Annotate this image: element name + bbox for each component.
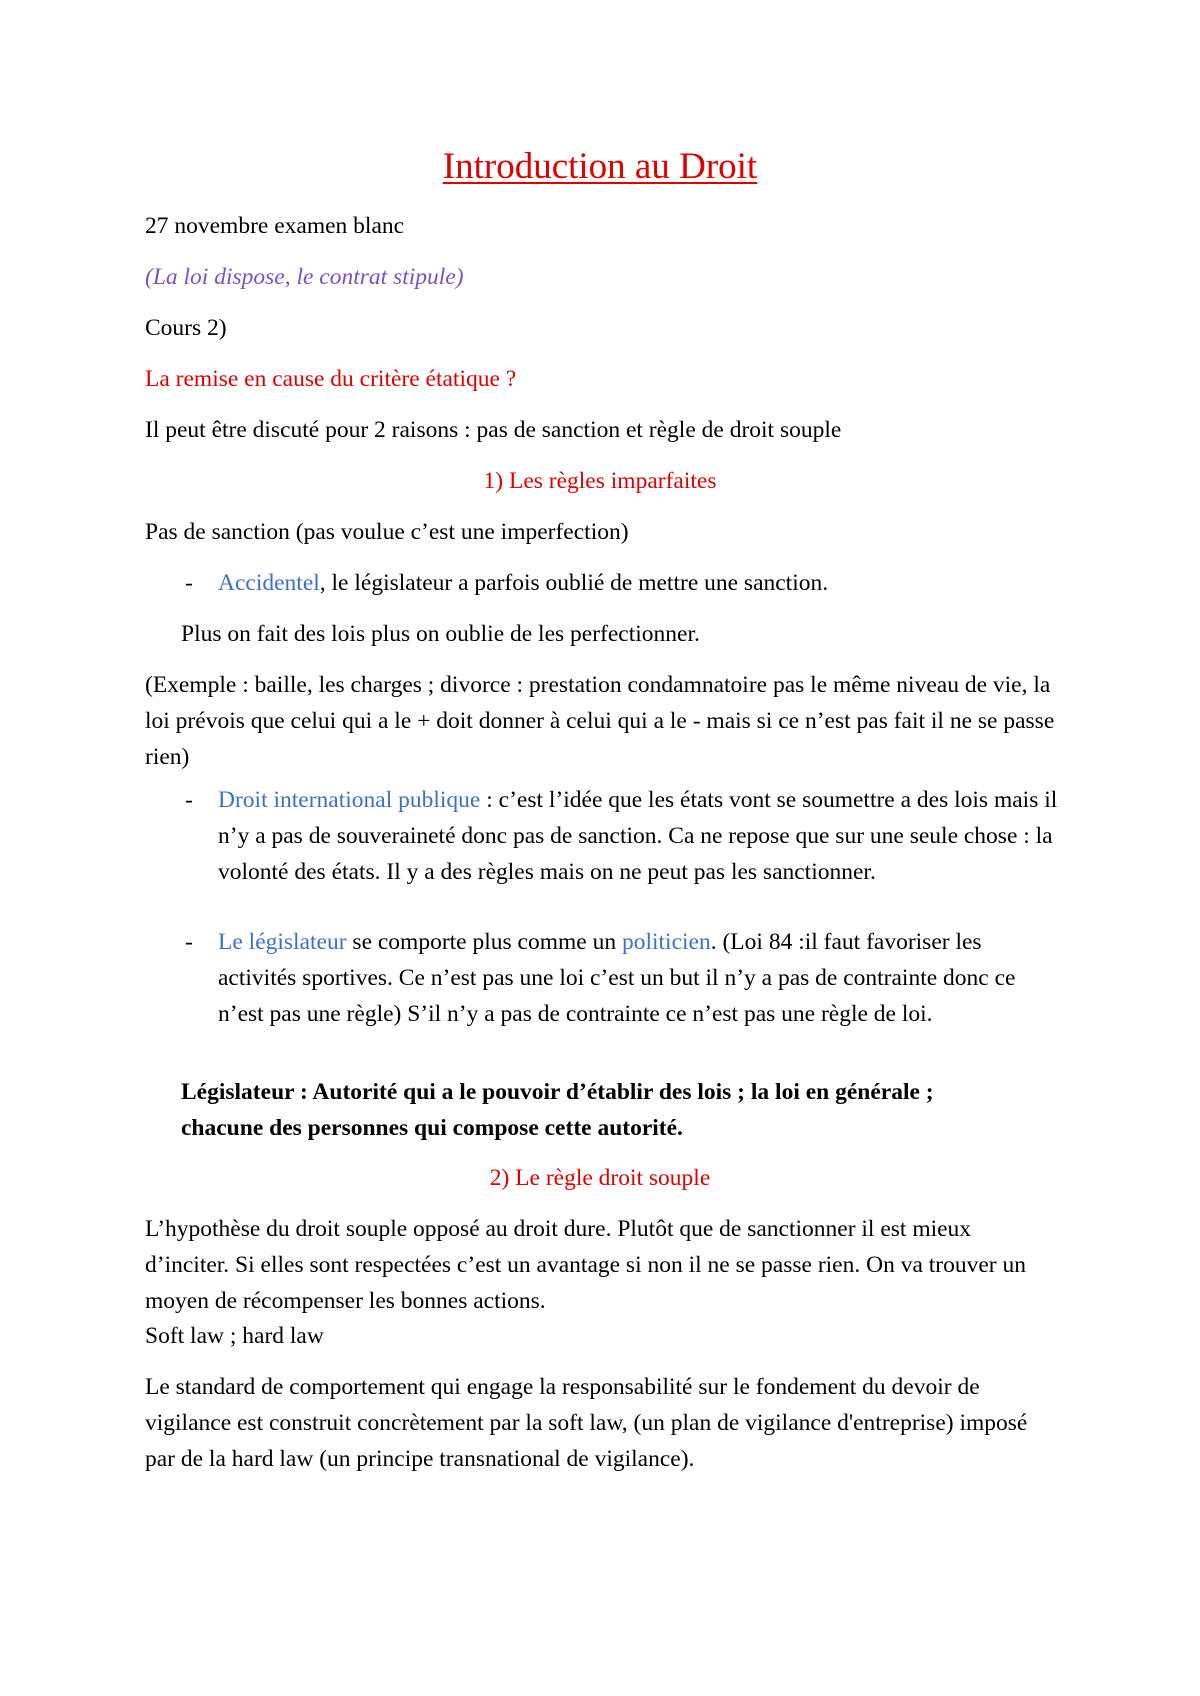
intro-line: Il peut être discuté pour 2 raisons : pas de sanction et règle de droit souple <box>145 417 842 443</box>
question-heading: La remise en cause du critère étatique ? <box>145 366 517 392</box>
bullet-text <box>218 565 1058 601</box>
bullet-text <box>218 924 1058 1032</box>
bullet-body: se comporte plus comme un <box>346 929 622 955</box>
section-1-intro: Pas de sanction (pas voulue c’est une imperfection) <box>145 519 629 545</box>
bullet-follow-line: Plus on fait des lois plus on oublie de les perfectionner. <box>181 621 700 647</box>
bullet-dash: - <box>185 570 193 596</box>
section-1-heading: 1) Les règles imparfaites <box>483 468 717 494</box>
bullet-body: : c’est l’idée que les états vont se soumettre a des lois mais il n’y a pas de souveraineté donc pas de sanction. Ca ne repose que sur une seule chose : la volonté des états. Il y a des règles mais on ne peut pas les sanctionner. <box>218 787 1058 885</box>
bullet-body-2: . (Loi 84 :il faut favoriser les activités sportives. Ce n’est pas une loi c’est un but il n’y a pas de contrainte donc ce n’est pas une règle) S’il n’y a pas de contrainte ce n’est pas une règle de loi. <box>218 929 1016 1027</box>
section-2-heading: 2) Le règle droit souple <box>489 1165 711 1191</box>
bullet-term: Accidentel <box>218 570 320 596</box>
final-paragraph: Le standard de comportement qui engage la responsabilité sur le fondement du devoir de vigilance est construit concrètement par la soft law, (un plan de vigilance d'entreprise) imposé par de la hard law (un principe transnational de vigilance). <box>145 1374 1028 1472</box>
maxim-line: (La loi dispose, le contrat stipule) <box>145 264 464 290</box>
bullet-dash: - <box>185 787 193 813</box>
bullet-term-2: politicien <box>621 929 711 955</box>
bullet-text <box>218 782 1058 890</box>
example-paragraph: (Exemple : baille, les charges ; divorce : prestation condamnatoire pas le même niveau de vie, la loi prévois que celui qui a le + doit donner à celui qui a le - mais si ce n’est pas fait il ne se passe rien) <box>145 672 1055 770</box>
definition-paragraph: Législateur : Autorité qui a le pouvoir d’établir des lois ; la loi en générale ; chacune des personnes qui compose cette autorité. <box>181 1079 934 1141</box>
page-title: Introduction au Droit <box>442 146 758 187</box>
bullet-body: , le législateur a parfois oublié de mettre une sanction. <box>319 570 829 596</box>
exam-date-line: 27 novembre examen blanc <box>145 213 405 239</box>
bullet-term: Le législateur <box>218 929 347 955</box>
soft-hard-line: Soft law ; hard law <box>145 1323 324 1349</box>
bullet-term: Droit international publique <box>218 787 481 813</box>
course-label: Cours 2) <box>145 315 227 341</box>
section-2-paragraph: L’hypothèse du droit souple opposé au droit dure. Plutôt que de sanctionner il est mieux d’inciter. Si elles sont respectées c’est un avantage si non il ne se passe rien. On va trouver un moyen de récompenser les bonnes actions. <box>145 1216 1026 1314</box>
bullet-dash: - <box>185 929 193 955</box>
